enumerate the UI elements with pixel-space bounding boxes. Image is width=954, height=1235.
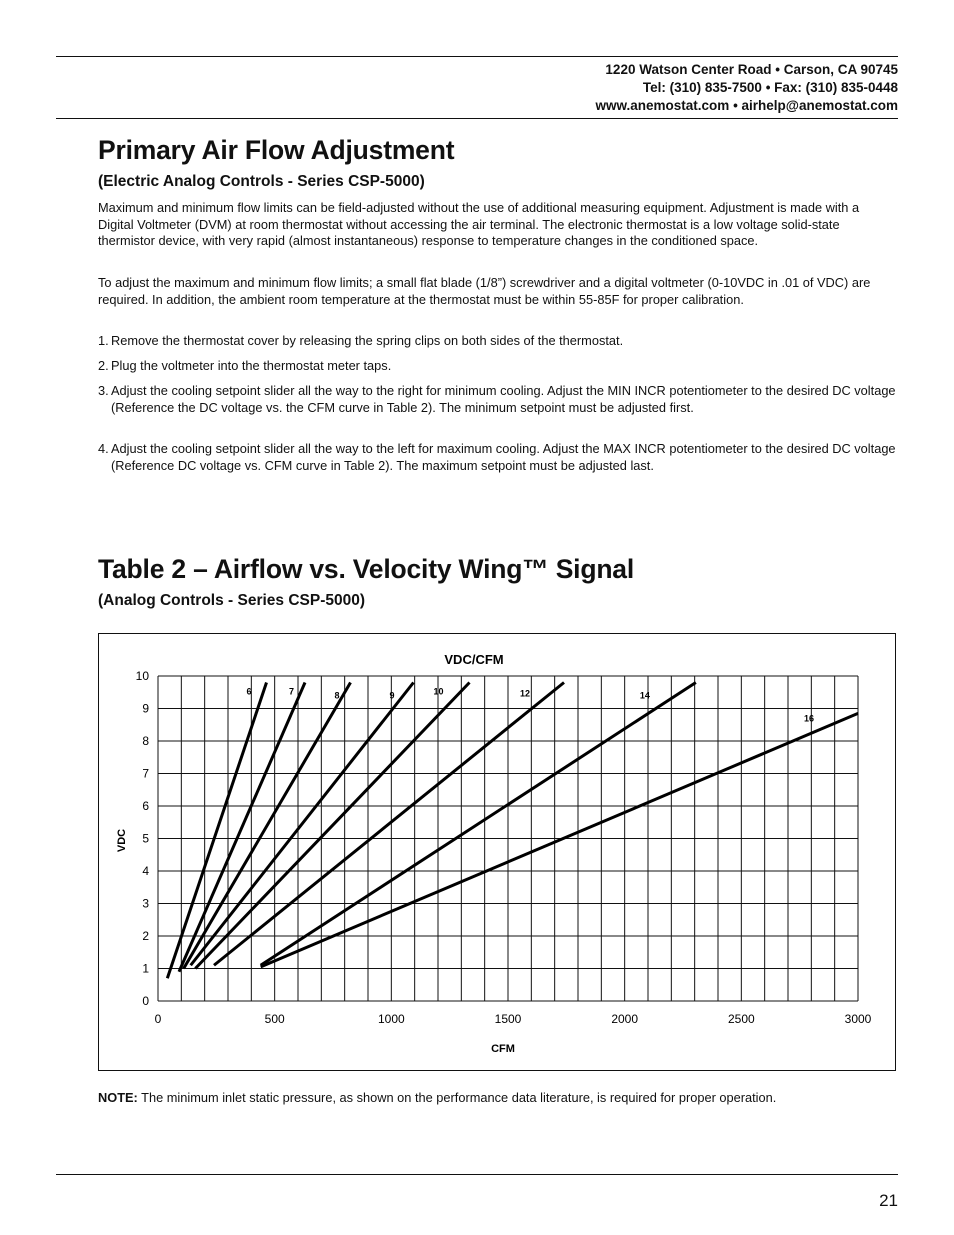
series-label-7: 7: [289, 686, 295, 697]
step-number: 3.: [98, 383, 109, 398]
y-tick-label: 1: [142, 961, 149, 976]
x-tick-label: 1500: [494, 1012, 522, 1026]
y-tick-label: 3: [142, 896, 149, 911]
web-line: www.anemostat.com • airhelp@anemostat.com: [595, 98, 898, 113]
paragraph-tools: To adjust the maximum and minimum flow limits; a small flat blade (1/8”) screwdriver and a digital voltmeter (0-10VDC in .01 of VDC) are required. In addition, the ambient room temperature at the thermostat must be within 55-85F for proper calibration.: [98, 275, 871, 307]
series-label-14: 14: [639, 690, 650, 701]
step-item: [98, 441, 898, 474]
address-line: 1220 Watson Center Road • Carson, CA 90745: [605, 62, 898, 77]
series-line-8: [184, 683, 351, 969]
step-text: Adjust the cooling setpoint slider all the way to the left for maximum cooling. Adjust the MAX INCR potentiometer to the desired DC voltage (Reference DC voltage vs. CFM curve in Table 2). The maximum setpoint must be adjusted last.: [111, 441, 896, 473]
y-axis-label: VDC: [116, 828, 128, 853]
note-text: The minimum inlet static pressure, as shown on the performance data literature, is required for proper operation.: [137, 1090, 777, 1105]
series-line-9: [191, 683, 414, 966]
y-tick-label: 10: [135, 669, 149, 683]
series-label-6: 6: [246, 686, 252, 697]
step-number: 4.: [98, 441, 109, 456]
paragraph-intro: Maximum and minimum flow limits can be field-adjusted without the use of additional measuring equipment. Adjustment is made with a Digital Voltmeter (DVM) at room thermostat without accessing the air terminal. The electronic thermostat is a low voltage solid-state thermistor device, with very rapid (almost instantaneous) response to temperature changes in the conditioned space.: [98, 200, 860, 248]
section-subtitle-analog-controls: (Analog Controls - Series CSP-5000): [98, 592, 366, 609]
x-tick-label: 3000: [844, 1012, 872, 1026]
series-label-9: 9: [389, 690, 395, 701]
series-label-16: 16: [804, 713, 815, 724]
x-tick-label: 1000: [377, 1012, 405, 1026]
series-line-7: [179, 683, 305, 972]
step-number: 2.: [98, 358, 109, 373]
footer-rule: [56, 1174, 898, 1175]
step-text: Plug the voltmeter into the thermostat meter taps.: [111, 358, 392, 373]
top-rule: [56, 56, 898, 57]
series-label-8: 8: [334, 690, 340, 701]
step-text: Remove the thermostat cover by releasing the spring clips on both sides of the thermostat.: [111, 333, 624, 348]
x-tick-label: 2500: [727, 1012, 755, 1026]
x-tick-label: 0: [154, 1012, 162, 1026]
series-label-10: 10: [433, 686, 444, 697]
note-label: NOTE:: [98, 1090, 138, 1105]
y-tick-label: 2: [142, 929, 149, 943]
contact-header: [596, 61, 898, 115]
chart-svg: [99, 634, 897, 1072]
y-tick-label: 7: [142, 766, 149, 781]
series-line-16: [261, 713, 858, 967]
chart-title: VDC/CFM: [444, 652, 504, 667]
x-tick-label: 500: [264, 1012, 285, 1026]
step-number: 1.: [98, 333, 109, 348]
section-title-primary-air-flow: Primary Air Flow Adjustment: [98, 135, 455, 165]
series-label-12: 12: [520, 688, 531, 699]
step-text: Adjust the cooling setpoint slider all the way to the right for minimum cooling. Adjust the MIN INCR potentiometer to the desired DC voltage (Reference the DC voltage vs. the CFM curve in Table 2). The minimum setpoint must be adjusted first.: [111, 383, 896, 415]
phone-line: Tel: (310) 835-7500 • Fax: (310) 835-0448: [642, 80, 898, 95]
step-item: [98, 358, 898, 375]
note: [98, 1090, 776, 1105]
x-axis-label: CFM: [491, 1043, 515, 1055]
y-tick-label: 4: [142, 864, 149, 878]
y-tick-label: 9: [142, 701, 149, 716]
step-item: [98, 383, 898, 416]
page-number: 21: [879, 1191, 898, 1210]
header-rule: [56, 118, 898, 119]
section-title-table-2: Table 2 – Airflow vs. Velocity Wing™ Signal: [98, 554, 635, 584]
y-tick-label: 6: [142, 799, 149, 813]
x-tick-label: 2000: [611, 1012, 639, 1026]
step-item: [98, 333, 898, 350]
vdc-cfm-chart: [98, 633, 896, 1071]
series-line-10: [195, 683, 469, 969]
y-tick-label: 8: [142, 734, 149, 748]
y-tick-label: 0: [142, 994, 149, 1008]
section-subtitle-electric-analog: (Electric Analog Controls - Series CSP-5000): [98, 173, 425, 190]
y-tick-label: 5: [142, 831, 149, 846]
